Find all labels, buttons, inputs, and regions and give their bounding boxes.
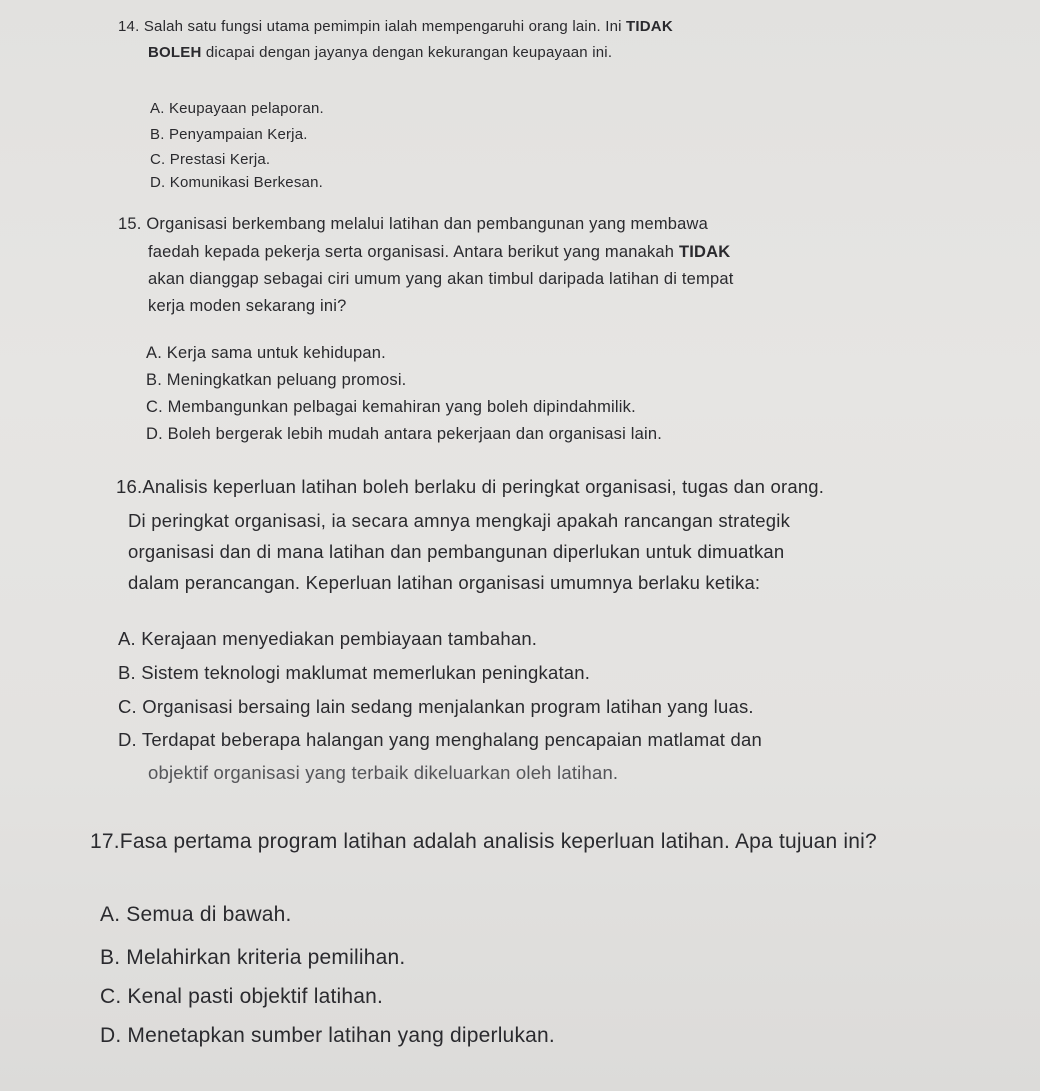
question-14-emphasis-tidak: TIDAK: [626, 18, 673, 35]
question-17-option-a[interactable]: A. Semua di bawah.: [100, 903, 292, 926]
question-17-option-d[interactable]: D. Menetapkan sumber latihan yang diperlukan.: [100, 1024, 555, 1047]
question-14-option-b[interactable]: B. Penyampaian Kerja.: [150, 126, 308, 143]
question-14-option-d[interactable]: D. Komunikasi Berkesan.: [150, 174, 324, 191]
question-15-stem-line-1: [118, 215, 708, 234]
question-16-option-a[interactable]: A. Kerajaan menyediakan pembiayaan tambahan.: [118, 628, 538, 649]
question-14-stem-line-1: [118, 18, 673, 35]
question-14-stem-text-2: dicapai dengan jayanya dengan kekurangan keupayaan ini.: [205, 44, 613, 61]
question-14-stem-line-2: [148, 44, 612, 61]
question-16-stem-line-4: dalam perancangan. Keperluan latihan organisasi umumnya berlaku ketika:: [128, 572, 761, 593]
question-15-stem-line-3: akan dianggap sebagai ciri umum yang akan timbul daripada latihan di tempat: [148, 270, 734, 288]
question-16-option-d-continuation: objektif organisasi yang terbaik dikeluarkan oleh latihan.: [148, 762, 619, 783]
question-15-option-d[interactable]: D. Boleh bergerak lebih mudah antara pekerjaan dan organisasi lain.: [146, 425, 663, 443]
question-15-emphasis-tidak: TIDAK: [678, 243, 731, 261]
question-16-stem-line-2: Di peringkat organisasi, ia secara amnya mengkaji apakah rancangan strategik: [128, 510, 791, 531]
question-16-stem-line-1: [116, 476, 824, 498]
question-14-option-c[interactable]: C. Prestasi Kerja.: [150, 151, 271, 168]
question-16-option-d[interactable]: D. Terdapat beberapa halangan yang menghalang pencapaian matlamat dan: [118, 729, 762, 750]
question-15-stem-line-2: [148, 243, 730, 262]
question-15-number: 15.: [118, 215, 142, 233]
question-14-option-a[interactable]: A. Keupayaan pelaporan.: [150, 100, 324, 117]
question-14-number: 14.: [118, 18, 140, 35]
question-14-stem-text-1: Salah satu fungsi utama pemimpin ialah mempengaruhi orang lain. Ini: [143, 18, 627, 35]
question-15-option-b[interactable]: B. Meningkatkan peluang promosi.: [146, 371, 407, 389]
question-15-option-a[interactable]: A. Kerja sama untuk kehidupan.: [146, 344, 386, 362]
question-16-option-b[interactable]: B. Sistem teknologi maklumat memerlukan peningkatan.: [118, 662, 591, 683]
question-15-stem-text-1: Organisasi berkembang melalui latihan dan pembangunan yang membawa: [146, 215, 709, 233]
question-15-option-c[interactable]: C. Membangunkan pelbagai kemahiran yang boleh dipindahmilik.: [146, 398, 636, 416]
question-16-stem-line-3: organisasi dan di mana latihan dan pembangunan diperlukan untuk dimuatkan: [128, 541, 785, 562]
question-17-option-b[interactable]: B. Melahirkan kriteria pemilihan.: [100, 946, 406, 969]
question-16-stem-text-1: Analisis keperluan latihan boleh berlaku di peringkat organisasi, tugas dan orang.: [142, 476, 825, 497]
question-15-stem-line-4: kerja moden sekarang ini?: [148, 297, 347, 315]
question-17-option-c[interactable]: C. Kenal pasti objektif latihan.: [100, 985, 384, 1008]
question-16-number: 16.: [116, 476, 143, 497]
question-17-stem-text-1: Fasa pertama program latihan adalah analisis keperluan latihan. Apa tujuan ini?: [119, 830, 877, 853]
question-14-emphasis-boleh: BOLEH: [148, 44, 202, 61]
question-17-stem-line-1: [90, 830, 877, 854]
question-17-number: 17.: [90, 830, 120, 853]
question-15-stem-text-2: faedah kepada pekerja serta organisasi. Antara berikut yang manakah: [148, 243, 679, 261]
question-16-option-c[interactable]: C. Organisasi bersaing lain sedang menjalankan program latihan yang luas.: [118, 696, 754, 717]
